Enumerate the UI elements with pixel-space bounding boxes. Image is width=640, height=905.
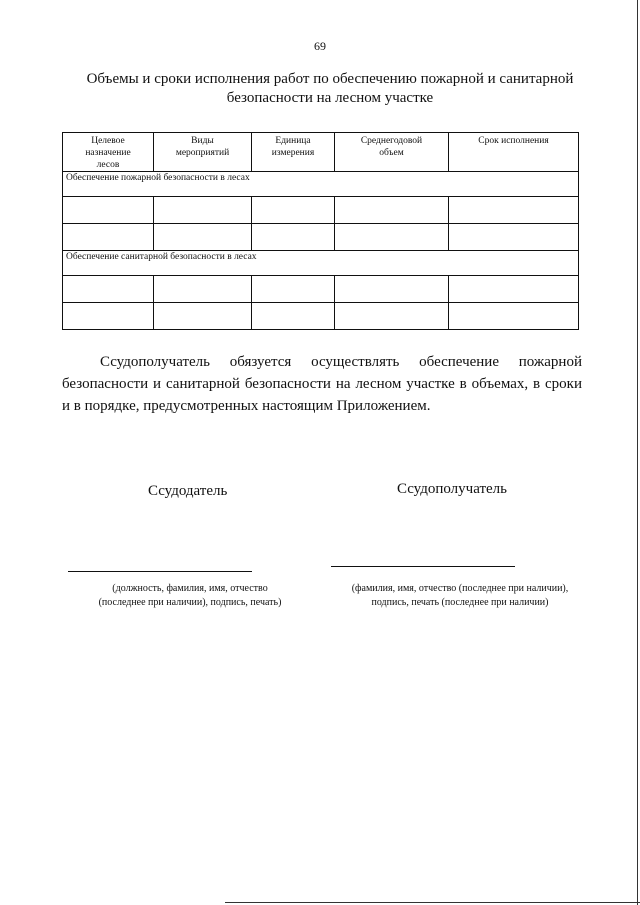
header-cell-purpose <box>63 133 154 172</box>
table-cell <box>63 224 154 251</box>
table-row <box>63 276 579 303</box>
header-text: мероприятий <box>175 148 230 158</box>
works-table <box>62 132 579 330</box>
page-number: 69 <box>314 39 326 53</box>
lender-signature-line <box>68 571 252 572</box>
table-cell <box>154 303 252 330</box>
header-text: назначение <box>85 148 131 158</box>
borrower-signature-caption <box>330 582 590 610</box>
table-cell <box>154 276 252 303</box>
table-cell <box>252 224 335 251</box>
table-cell <box>154 197 252 224</box>
header-text: Среднегодовой <box>360 136 423 146</box>
obligation-paragraph: Ссудополучатель обязуется осуществлять обеспечение пожарной безопасности и санитарной безопасности на лесном участке в объемах, в сроки и в порядке, предусмотренных настоящим Приложением. <box>62 354 582 414</box>
table-row <box>63 197 579 224</box>
header-text: Целевое <box>91 136 125 146</box>
table-cell <box>335 224 449 251</box>
scan-edge-bottom <box>225 902 640 903</box>
table-cell <box>449 197 579 224</box>
table-cell <box>449 276 579 303</box>
caption-line: (последнее при наличии), подпись, печать) <box>98 597 282 608</box>
section-label: Обеспечение санитарной безопасности в лесах <box>63 251 579 276</box>
borrower-signature-line <box>331 566 515 567</box>
caption-line: подпись, печать (последнее при наличии) <box>371 597 549 608</box>
lender-label: Ссудодатель <box>148 483 228 499</box>
header-cell-unit <box>252 133 335 172</box>
table-cell <box>63 303 154 330</box>
header-text: лесов <box>96 160 120 170</box>
header-cell-annual-volume <box>335 133 449 172</box>
document-title <box>80 70 580 108</box>
table-cell <box>63 197 154 224</box>
table-cell <box>252 276 335 303</box>
table-cell <box>252 303 335 330</box>
borrower-label: Ссудополучатель <box>397 481 508 497</box>
caption-line: (фамилия, имя, отчество (последнее при наличии), <box>351 583 569 594</box>
table-header-row <box>63 133 579 172</box>
caption-line: (должность, фамилия, имя, отчество <box>112 583 268 594</box>
section-row-sanitary-safety <box>63 251 579 276</box>
section-row-fire-safety <box>63 172 579 197</box>
table-cell <box>335 197 449 224</box>
table-row <box>63 224 579 251</box>
section-label: Обеспечение пожарной безопасности в лесах <box>63 172 579 197</box>
table-cell <box>154 224 252 251</box>
header-text: измерения <box>271 148 315 158</box>
document-title-line-2: безопасности на лесном участке <box>226 90 434 106</box>
scan-edge-right <box>637 0 638 905</box>
header-cell-activities <box>154 133 252 172</box>
table-cell <box>335 276 449 303</box>
table-cell <box>252 197 335 224</box>
table-cell <box>63 276 154 303</box>
header-text: Срок исполнения <box>478 136 549 146</box>
table-cell <box>449 224 579 251</box>
header-text: объем <box>379 148 404 158</box>
lender-signature-caption <box>80 582 300 610</box>
header-text: Единица <box>275 136 311 146</box>
table-row <box>63 303 579 330</box>
header-cell-deadline <box>449 133 579 172</box>
document-title-line-1: Объемы и сроки исполнения работ по обеспечению пожарной и санитарной <box>86 71 574 87</box>
table-cell <box>449 303 579 330</box>
header-text: Виды <box>191 136 214 146</box>
table-cell <box>335 303 449 330</box>
